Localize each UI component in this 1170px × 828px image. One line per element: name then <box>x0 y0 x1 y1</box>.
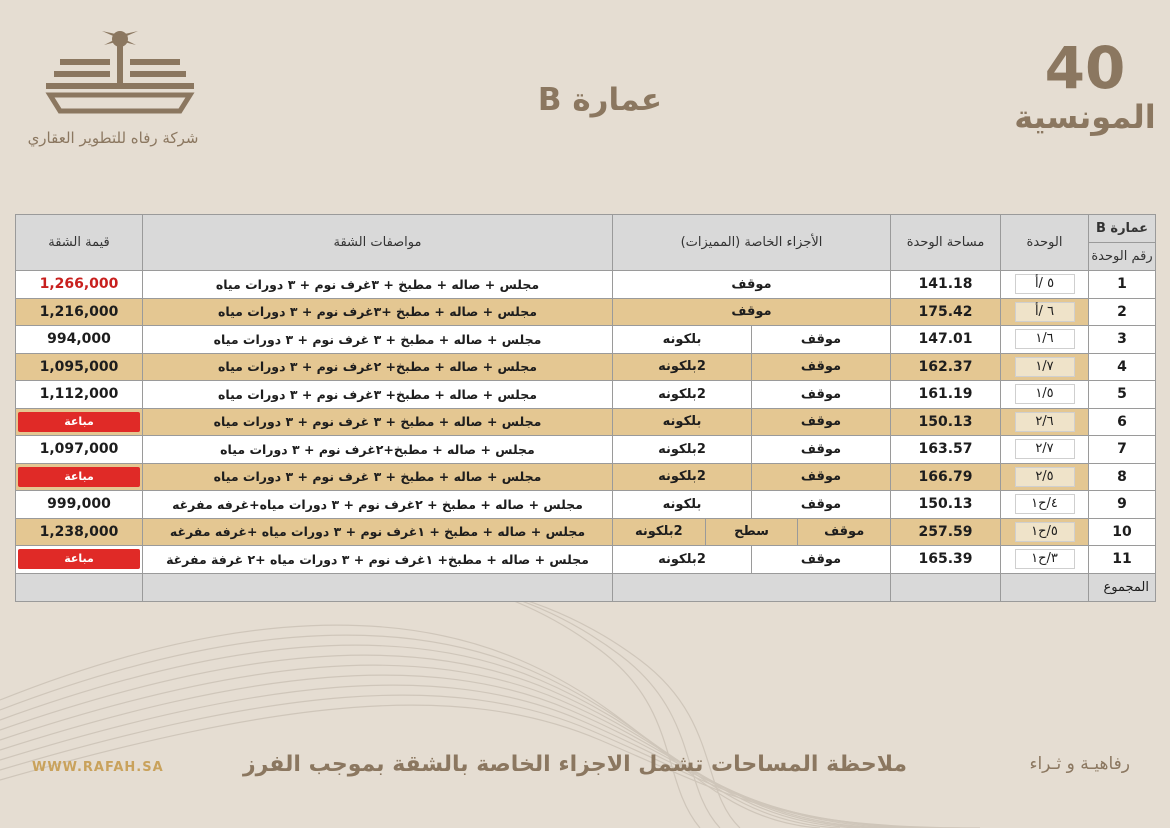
unit-code: ٥ /أ <box>1015 274 1075 294</box>
header-description: مواصفات الشقة <box>143 215 613 271</box>
total-empty-cell <box>1001 573 1089 601</box>
area-cell: 147.01 <box>891 326 1001 354</box>
unit-code: ١/٦ <box>1015 329 1075 349</box>
description-cell: مجلس + صاله + مطبخ+٢غرف نوم + ٣ دورات مياه <box>143 436 613 464</box>
unit-cell <box>1001 408 1089 436</box>
description-cell: مجلس + صاله + مطبخ + ٢غرف نوم + ٣ دورات مياه+غرفه مفرغه <box>143 491 613 519</box>
feature-item: موقف <box>800 469 842 485</box>
description-cell: مجلس + صاله + مطبخ + ٣ غرف نوم + ٣ دورات مياه <box>143 463 613 491</box>
table-row <box>16 271 1156 299</box>
features-cell <box>613 546 891 574</box>
feature-item: موقف <box>800 359 842 375</box>
feature-item: موقف <box>824 524 865 540</box>
total-empty-cell <box>143 573 613 601</box>
unit-number-cell: 11 <box>1089 546 1156 574</box>
units-table <box>15 214 1156 602</box>
feature-item: موقف <box>800 331 842 347</box>
table-row <box>16 326 1156 354</box>
sold-badge: مباعة <box>18 467 140 487</box>
feature-item: سطح <box>706 519 799 546</box>
features-cell <box>613 408 891 436</box>
table-row <box>16 381 1156 409</box>
feature-item: موقف <box>800 414 842 430</box>
price-cell: 1,095,000 <box>16 353 143 381</box>
unit-cell <box>1001 326 1089 354</box>
unit-number-cell: 9 <box>1089 491 1156 519</box>
palm-logo-icon <box>40 25 200 125</box>
price-cell: 1,097,000 <box>16 436 143 464</box>
features-cell <box>613 381 891 409</box>
unit-code: ٣/ح١ <box>1015 549 1075 569</box>
sold-badge: مباعة <box>18 412 140 432</box>
unit-code: ٤/ح١ <box>1015 494 1075 514</box>
feature-item: 2بلكونه <box>613 381 752 408</box>
unit-cell <box>1001 271 1089 299</box>
price-cell: 1,216,000 <box>16 298 143 326</box>
area-cell: 166.79 <box>891 463 1001 491</box>
unit-number-cell: 5 <box>1089 381 1156 409</box>
table-row <box>16 353 1156 381</box>
project-name: المونسية <box>1014 98 1156 136</box>
unit-code: ١/٥ <box>1015 384 1075 404</box>
features-cell: موقف <box>613 298 891 326</box>
feature-item: بلكونه <box>613 409 752 436</box>
features-cell <box>613 463 891 491</box>
sold-badge: مباعة <box>18 549 140 569</box>
feature-item: 2بلكونه <box>613 464 752 491</box>
unit-number-cell: 8 <box>1089 463 1156 491</box>
features-cell: موقف <box>613 271 891 299</box>
area-cell: 150.13 <box>891 491 1001 519</box>
unit-cell <box>1001 381 1089 409</box>
unit-cell <box>1001 518 1089 546</box>
feature-item: موقف <box>800 496 842 512</box>
area-cell: 141.18 <box>891 271 1001 299</box>
features-cell <box>613 436 891 464</box>
features-cell <box>613 518 891 546</box>
building-title: عمارة B <box>537 82 663 118</box>
unit-number-cell: 2 <box>1089 298 1156 326</box>
website-link[interactable]: WWW.RAFAH.SA <box>32 760 164 775</box>
description-cell: مجلس + صاله + مطبخ + ٣غرف نوم + ٣ دورات مياه <box>143 271 613 299</box>
price-cell <box>16 463 143 491</box>
unit-number-cell: 4 <box>1089 353 1156 381</box>
price-cell <box>16 408 143 436</box>
company-logo <box>18 25 208 155</box>
description-cell: مجلس + صاله + مطبخ+ ٢غرف نوم + ٣ دورات مياه <box>143 353 613 381</box>
features-cell <box>613 326 891 354</box>
table-row <box>16 518 1156 546</box>
header-unit-no: رقم الوحدة <box>1089 243 1156 271</box>
area-cell: 165.39 <box>891 546 1001 574</box>
header-building-label: عمارة B <box>1089 215 1156 243</box>
feature-item: 2بلكونه <box>613 519 706 546</box>
table-row <box>16 463 1156 491</box>
price-cell: 1,112,000 <box>16 381 143 409</box>
features-cell <box>613 353 891 381</box>
company-name: شركة رفاه للتطوير العقاري <box>27 129 199 147</box>
area-cell: 150.13 <box>891 408 1001 436</box>
price-cell: 999,000 <box>16 491 143 519</box>
area-cell: 161.19 <box>891 381 1001 409</box>
area-cell: 162.37 <box>891 353 1001 381</box>
table-row <box>16 491 1156 519</box>
header-unit: الوحدة <box>1001 215 1089 271</box>
feature-item: 2بلكونه <box>613 354 752 381</box>
total-empty-cell <box>613 573 891 601</box>
unit-code: ٢/٧ <box>1015 439 1075 459</box>
description-cell: مجلس + صاله + مطبخ +٣غرف نوم + ٣ دورات مياه <box>143 298 613 326</box>
description-cell: مجلس + صاله + مطبخ + ٣ غرف نوم + ٣ دورات مياه <box>143 326 613 354</box>
unit-code: ٦ /أ <box>1015 302 1075 322</box>
footer-note: ملاحظة المساحات تشمل الاجزاء الخاصة بالشقة بموجب الفرز <box>242 752 908 777</box>
table-total-row <box>16 573 1156 601</box>
unit-code: ٢/٦ <box>1015 412 1075 432</box>
header-features: الأجزاء الخاصة (المميزات) <box>613 215 891 271</box>
feature-item: 2بلكونه <box>613 546 752 573</box>
unit-code: ١/٧ <box>1015 357 1075 377</box>
project-number: 40 <box>1044 34 1126 102</box>
unit-number-cell: 1 <box>1089 271 1156 299</box>
price-cell <box>16 546 143 574</box>
price-cell: 1,266,000 <box>16 271 143 299</box>
area-cell: 175.42 <box>891 298 1001 326</box>
table-row <box>16 408 1156 436</box>
description-cell: مجلس + صاله + مطبخ + ٣ غرف نوم + ٣ دورات مياه <box>143 408 613 436</box>
feature-item: بلكونه <box>613 491 752 518</box>
table-row <box>16 436 1156 464</box>
feature-item: موقف <box>800 441 842 457</box>
unit-cell <box>1001 298 1089 326</box>
table-row <box>16 298 1156 326</box>
unit-number-cell: 6 <box>1089 408 1156 436</box>
total-empty-cell <box>891 573 1001 601</box>
description-cell: مجلس + صاله + مطبخ+ ١غرف نوم + ٣ دورات مياه +٢ غرفة مفرغة <box>143 546 613 574</box>
unit-cell <box>1001 463 1089 491</box>
feature-item: موقف <box>800 386 842 402</box>
total-label: المجموع <box>1089 573 1156 601</box>
unit-cell <box>1001 436 1089 464</box>
table-header-row <box>16 215 1156 243</box>
price-cell: 994,000 <box>16 326 143 354</box>
unit-cell <box>1001 353 1089 381</box>
total-empty-cell <box>16 573 143 601</box>
description-cell: مجلس + صاله + مطبخ+ ٣غرف نوم + ٣ دورات مياه <box>143 381 613 409</box>
header-price: قيمة الشقة <box>16 215 143 271</box>
unit-code: ٢/٥ <box>1015 467 1075 487</box>
unit-number-cell: 3 <box>1089 326 1156 354</box>
area-cell: 257.59 <box>891 518 1001 546</box>
features-cell <box>613 491 891 519</box>
feature-item: 2بلكونه <box>613 436 752 463</box>
description-cell: مجلس + صاله + مطبخ + ١غرف نوم + ٣ دورات مياه +غرفه مفرغه <box>143 518 613 546</box>
feature-item: موقف <box>800 551 842 567</box>
unit-cell <box>1001 491 1089 519</box>
unit-code: ٥/ح١ <box>1015 522 1075 542</box>
unit-cell <box>1001 546 1089 574</box>
header-area: مساحة الوحدة <box>891 215 1001 271</box>
price-cell: 1,238,000 <box>16 518 143 546</box>
unit-number-cell: 10 <box>1089 518 1156 546</box>
footer-tagline: رفاهيـة و ثـراء <box>1029 754 1130 774</box>
table-row <box>16 546 1156 574</box>
feature-item: بلكونه <box>613 326 752 353</box>
area-cell: 163.57 <box>891 436 1001 464</box>
unit-number-cell: 7 <box>1089 436 1156 464</box>
